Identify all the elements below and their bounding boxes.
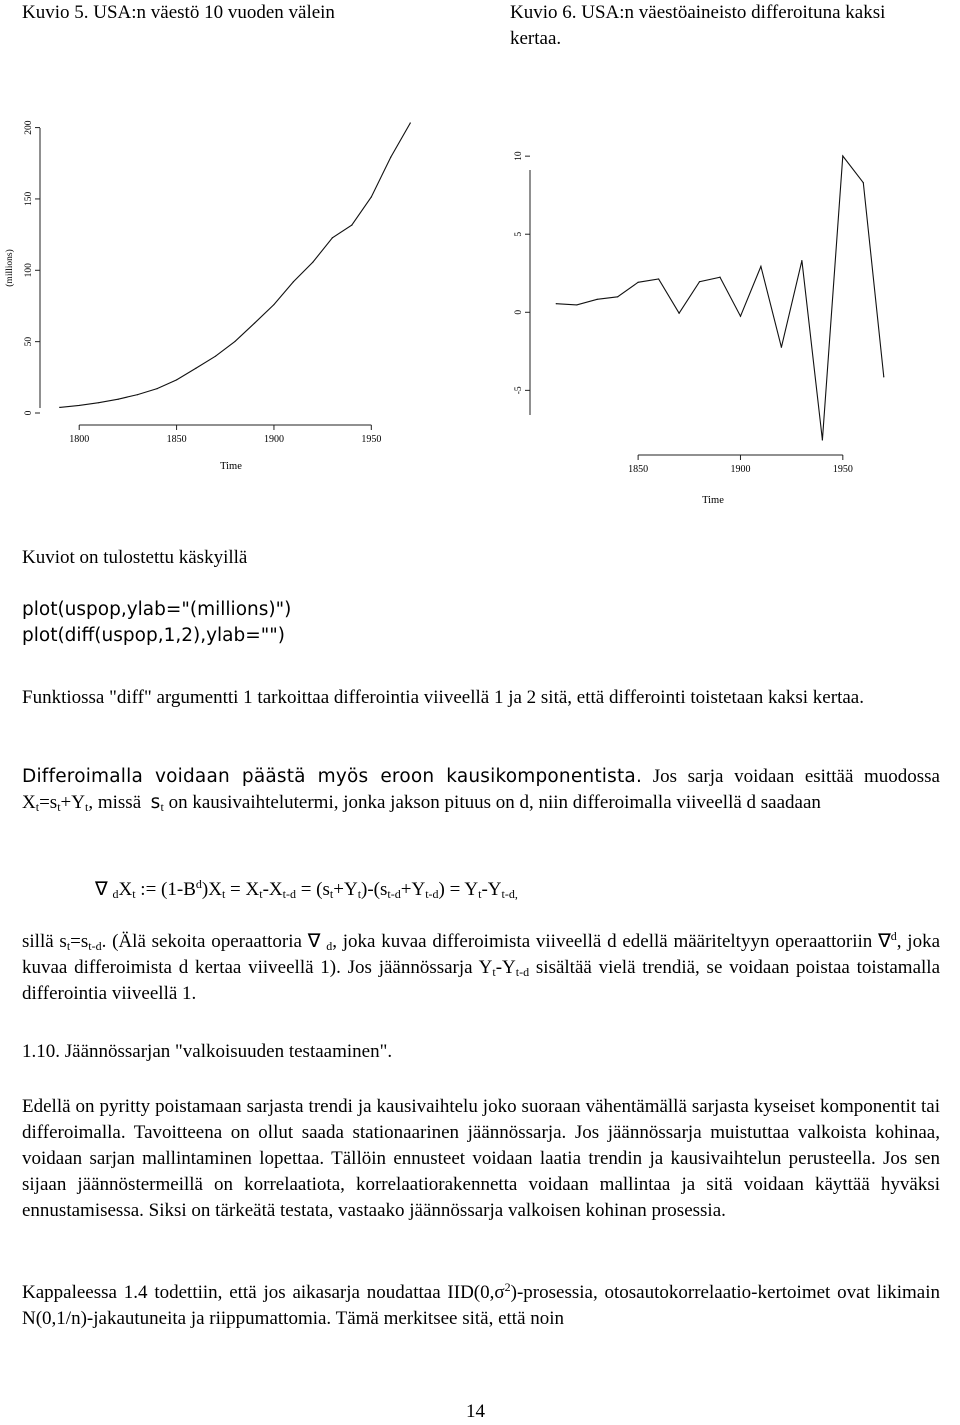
data-point bbox=[556, 303, 557, 304]
data-point bbox=[883, 376, 884, 377]
y-tick-label: 50 bbox=[24, 336, 34, 347]
intro-text: Kuviot on tulostettu käskyillä bbox=[22, 547, 248, 568]
x-tick-label: 1950 bbox=[832, 464, 853, 475]
x-tick-label: 1950 bbox=[361, 434, 382, 445]
data-point bbox=[781, 347, 782, 348]
data-point bbox=[98, 402, 99, 403]
data-point bbox=[137, 394, 138, 395]
figure6-caption: Kuvio 6. USA:n väestöaineisto differoituna kaksi kertaa. bbox=[510, 2, 886, 49]
data-point bbox=[863, 182, 864, 183]
data-point bbox=[617, 296, 618, 297]
data-point bbox=[760, 266, 761, 267]
differenced-chart bbox=[500, 150, 900, 510]
x-tick-label: 1900 bbox=[730, 464, 751, 475]
data-point bbox=[719, 277, 720, 278]
y-tick-label: 0 bbox=[514, 309, 524, 315]
section-heading: 1.10. Jäännössarjan "valkoisuuden testaaminen". bbox=[22, 1041, 393, 1062]
data-point bbox=[118, 399, 119, 400]
paragraph-diff: Funktiossa "diff" argumentti 1 tarkoittaa differointia viiveellä 1 ja 2 sitä, että differointi toistetaan kaksi kertaa. bbox=[22, 687, 864, 708]
data-point bbox=[351, 224, 352, 225]
x-tick-label: 1800 bbox=[69, 434, 90, 445]
data-point bbox=[658, 278, 659, 279]
y-tick-label: -5 bbox=[514, 386, 524, 395]
paragraph-operator: sillä $s_t=s_{t-d}$. (Älä sekoita operaattoria ∇ $_d$, joka kuvaa differoimista viiveellä d edellä määriteltyyn operaattoriin ∇$^d$, joka kuvaa differoimista d kertaa viiveellä 1). Jos jäännössarja $Y_t-Y_{t-d}$ sisältää vielä trendiä, se voidaan poistaa toistamalla differointia viiveellä 1. bbox=[22, 929, 941, 1004]
data-point bbox=[699, 281, 700, 282]
data-point bbox=[801, 260, 802, 261]
code-line: plot(diff(uspop,1,2),ylab="") bbox=[22, 625, 285, 646]
data-point bbox=[195, 368, 196, 369]
data-point bbox=[822, 439, 823, 440]
data-point bbox=[371, 196, 372, 197]
x-tick-label: 1850 bbox=[166, 434, 187, 445]
y-tick-label: 100 bbox=[24, 263, 34, 278]
y-tick-label: 0 bbox=[24, 410, 34, 416]
data-point bbox=[176, 379, 177, 380]
code-line: plot(uspop,ylab="(millions)") bbox=[22, 599, 292, 620]
data-point bbox=[576, 304, 577, 305]
x-axis-label: Time bbox=[220, 461, 242, 472]
x-tick-label: 1900 bbox=[263, 434, 284, 445]
data-point bbox=[79, 405, 80, 406]
data-point bbox=[678, 313, 679, 314]
data-point bbox=[59, 407, 60, 408]
data-point bbox=[390, 156, 391, 157]
y-tick-label: 200 bbox=[24, 120, 34, 135]
difference-formula: ∇ $_dX_t$ := $(1-B^d)X_t = X_t-X_{t-d} = (s_t+Y_t)-(s_{t-d}+Y_{t-d}) = Y_t-Y_{t-d,}$ bbox=[95, 877, 518, 901]
series-line bbox=[556, 156, 884, 440]
page-number: 14 bbox=[466, 1401, 485, 1422]
data-point bbox=[332, 237, 333, 238]
data-point bbox=[410, 122, 411, 123]
series-line bbox=[60, 123, 411, 407]
data-point bbox=[638, 282, 639, 283]
data-point bbox=[234, 341, 235, 342]
y-tick-label: 10 bbox=[514, 151, 524, 161]
data-point bbox=[273, 304, 274, 305]
data-point bbox=[842, 155, 843, 156]
x-axis-label: Time bbox=[702, 495, 724, 506]
paragraph-residuals: Edellä on pyritty poistamaan sarjasta trendi ja kausivaihtelu joko suoraan vähentämällä sarjasta kyseiset komponentit tai differoimalla. Tavoitteena on ollut saada stationaarinen jäännössarja. Jos jäännössarja muistuttaa valkoista kohinaa, voidaan sarjan mallintaminen lopettaa. Tällöin ennusteet voidaan laatia trendin ja kausivaihtelun perusteella. Jos sen sijaan jäännöstermeillä on korrelaatiota, korrelaatiorakennetta voidaan mallintaa ja sitä voidaan käyttää hyväksi ennustamisessa. Siksi on tärkeätä testata, vastaako jäännössarja valkoisen kohinan prosessia. bbox=[22, 1096, 940, 1221]
data-point bbox=[215, 356, 216, 357]
y-tick-label: 150 bbox=[24, 191, 34, 207]
y-axis-label: (millions) bbox=[5, 249, 15, 287]
paragraph-iid: Kappaleessa 1.4 todettiin, että jos aikasarja noudattaa $IID(0,\sigma^2)$-prosessia, otosautokorrelaatio-kertoimet ovat likimain N(0,1/n)-jakautuneita ja riippumattomia. Tämä merkitsee sitä, että noin bbox=[22, 1280, 940, 1329]
y-tick-label: 5 bbox=[514, 231, 524, 237]
data-point bbox=[312, 262, 313, 263]
x-tick-label: 1850 bbox=[628, 464, 649, 475]
data-point bbox=[254, 323, 255, 324]
data-point bbox=[740, 316, 741, 317]
figure5-caption: Kuvio 5. USA:n väestö 10 vuoden välein bbox=[22, 2, 335, 23]
data-point bbox=[597, 299, 598, 300]
paragraph-seasonal: Differoimalla voidaan päästä myös eroon kausikomponentista. Jos sarja voidaan esittää muodossa $X_t=s_t+Y_t$, missä $s_t$ on kausivaihtelutermi, jonka jakson pituus on d, niin differoimalla viiveellä d saadaan bbox=[22, 766, 940, 814]
data-point bbox=[293, 281, 294, 282]
population-chart bbox=[0, 110, 420, 480]
data-point bbox=[157, 388, 158, 389]
